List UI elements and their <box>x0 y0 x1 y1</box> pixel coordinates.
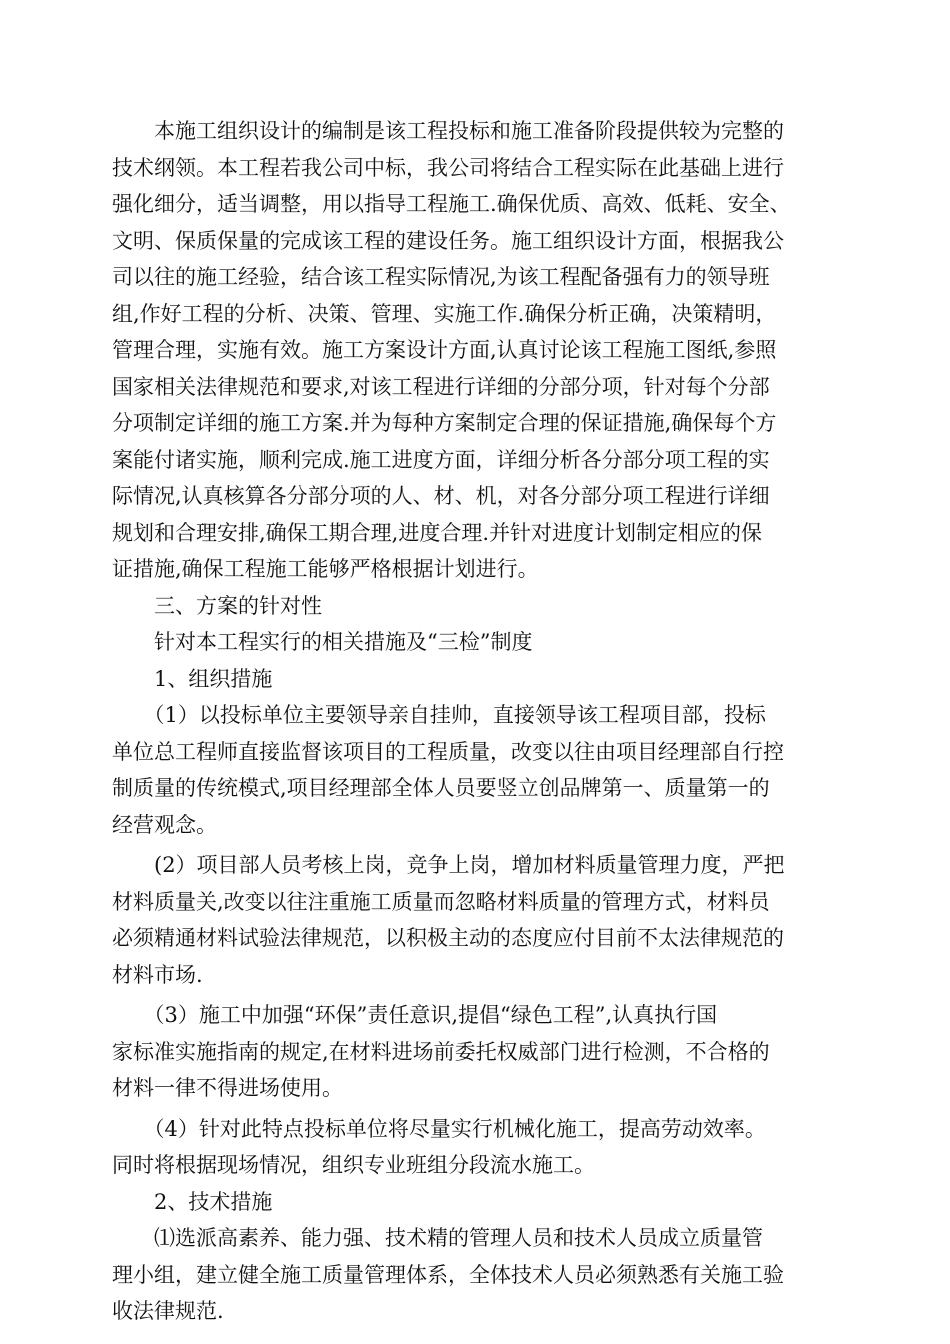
text-line: 经营观念。 <box>112 812 217 837</box>
paragraph-org-3 <box>112 997 852 1107</box>
heading-text: 2、技术措施 <box>112 1189 273 1214</box>
text-line: 必须精通材料试验法律规范，以积极主动的态度应付目前不太法律规范的 <box>112 926 784 950</box>
paragraph-tech-1 <box>112 1220 852 1330</box>
text-line: 规划和合理安排,确保工期合理,进度合理.并针对进度计划制定相应的保 <box>112 520 763 545</box>
paragraph-org-2 <box>112 847 852 993</box>
heading-text: 三、方案的针对性 <box>112 593 322 618</box>
paragraph-intro <box>112 113 852 588</box>
text-line: 制质量的传统模式,项目经理部全体人员要竖立创品牌第一、质量第一的 <box>112 776 770 800</box>
text-line: 材料市场. <box>112 962 203 987</box>
text-line: 理小组，建立健全施工质量管理体系，全体技术人员必须熟悉有关施工验 <box>112 1262 784 1287</box>
text-line: 单位总工程师直接监督该项目的工程质量，改变以往由项目经理部自行控 <box>112 739 784 764</box>
text-line: 材料一律不得进场使用。 <box>112 1076 343 1100</box>
text-line: 材料质量关,改变以往注重施工质量而忽略材料质量的管理方式，材料员 <box>112 889 770 914</box>
paragraph-org-4 <box>112 1111 852 1184</box>
paragraph-three-checks <box>112 624 852 661</box>
subheading-org-measures <box>112 661 852 698</box>
text-line: 证措施,确保工程施工能够严格根据计划进行。 <box>112 557 539 581</box>
text-line: 同时将根据现场情况，组织专业班组分段流水施工。 <box>112 1153 595 1177</box>
text-line: 际情况,认真核算各分部分项的人、材、机，对各分部分项工程进行详细 <box>112 484 770 508</box>
text-line: （1）以投标单位主要领导亲自挂帅，直接领导该工程项目部，投标 <box>112 703 766 727</box>
text-line: 家标准实施指南的规定,在材料进场前委托权威部门进行检测，不合格的 <box>112 1039 770 1064</box>
text-line: 分项制定详细的施工方案.并为每种方案制定合理的保证措施,确保每个方 <box>112 411 777 435</box>
text-line: 强化细分，适当调整，用以指导工程施工.确保优质、高效、低耗、安全、 <box>112 192 791 216</box>
heading-text: 1、组织措施 <box>112 666 273 691</box>
text-line: （3）施工中加强“环保”责任意识,提倡“绿色工程”,认真执行国 <box>112 1003 718 1027</box>
text-line: (2）项目部人员考核上岗，竞争上岗，增加材料质量管理力度，严把 <box>112 853 785 877</box>
section-heading-3 <box>112 588 852 625</box>
text-line: 案能付诸实施，顺利完成.施工进度方面，详细分析各分部分项工程的实 <box>112 447 770 472</box>
document-body <box>112 113 852 1330</box>
text-line: 组,作好工程的分析、决策、管理、实施工作.确保分析正确，决策精明， <box>112 301 777 326</box>
text-line: ⑴选派高素养、能力强、技术精的管理人员和技术人员成立质量管 <box>112 1226 763 1250</box>
text-line: 文明、保质保量的完成该工程的建设任务。施工组织设计方面，根据我公 <box>112 228 784 253</box>
text-line: 技术纲领。本工程若我公司中标，我公司将结合工程实际在此基础上进行 <box>112 155 784 180</box>
text-line: （4）针对此特点投标单位将尽量实行机械化施工，提高劳动效率。 <box>112 1116 766 1141</box>
text-line: 收法律规范. <box>112 1299 224 1323</box>
paragraph-org-1 <box>112 697 852 843</box>
text-line: 国家相关法律规范和要求,对该工程进行详细的分部分项，针对每个分部 <box>112 374 770 399</box>
text-line: 管理合理，实施有效。施工方案设计方面,认真讨论该工程施工图纸,参照 <box>112 338 777 362</box>
subheading-tech-measures <box>112 1184 852 1221</box>
text-line: 本施工组织设计的编制是该工程投标和施工准备阶段提供较为完整的 <box>112 119 784 143</box>
text-line: 司以往的施工经验，结合该工程实际情况,为该工程配备强有力的领导班 <box>112 265 770 289</box>
text-line: 针对本工程实行的相关措施及“三检”制度 <box>112 630 533 654</box>
